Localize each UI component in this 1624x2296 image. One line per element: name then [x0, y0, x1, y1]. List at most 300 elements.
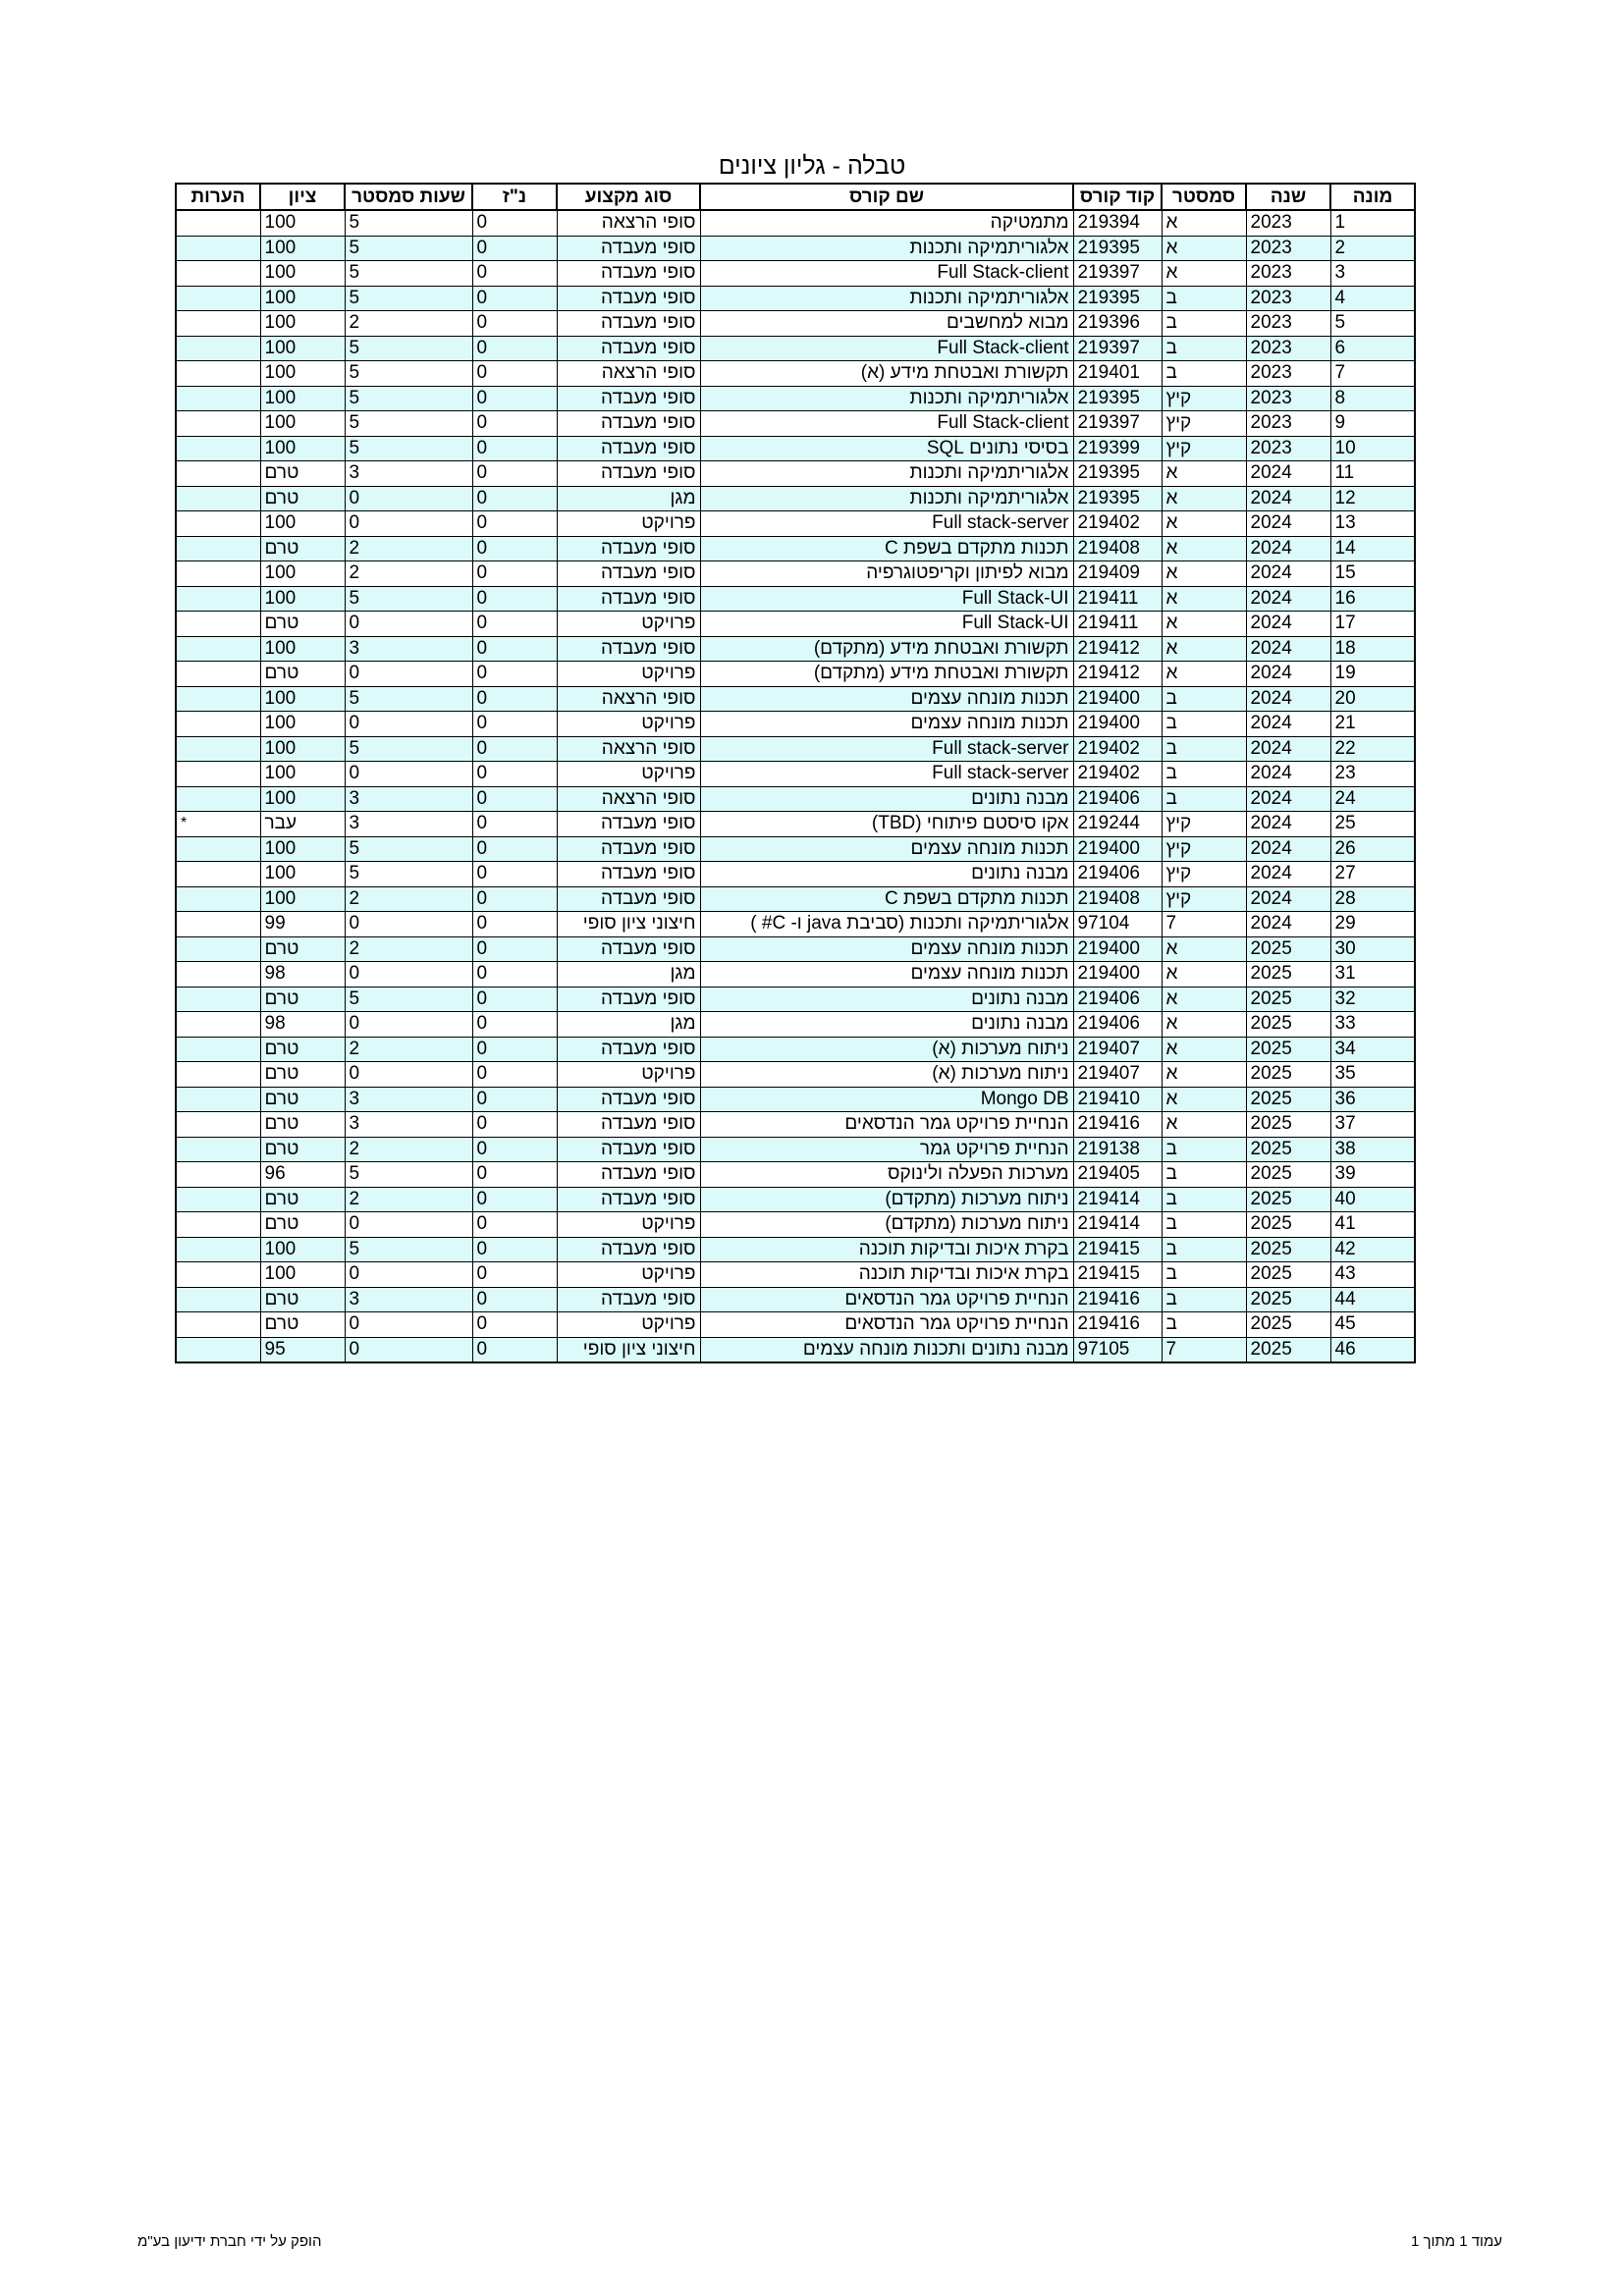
row-subject-type-cell: סופי מעבדה	[557, 586, 700, 612]
row-course-code-cell: 219411	[1073, 612, 1162, 637]
row-notes-cell	[176, 1187, 260, 1212]
row-course-code-cell: 219138	[1073, 1137, 1162, 1162]
row-year-cell: 2024	[1246, 686, 1330, 712]
row-subject-type-cell: סופי מעבדה	[557, 836, 700, 862]
table-header-row	[176, 184, 1415, 210]
row-course-code-cell: 219416	[1073, 1312, 1162, 1338]
table-row	[176, 886, 1415, 912]
row-year-cell: 2025	[1246, 987, 1330, 1012]
row-index-cell: 43	[1330, 1262, 1415, 1288]
table-row	[176, 712, 1415, 737]
row-year-cell: 2024	[1246, 662, 1330, 687]
row-grade-cell: טרם	[260, 1187, 345, 1212]
row-year-cell: 2023	[1246, 236, 1330, 261]
row-subject-type-cell: סופי מעבדה	[557, 1287, 700, 1312]
row-course-name-cell: Full stack-server	[700, 511, 1073, 537]
header-semester: סמסטר	[1162, 184, 1246, 210]
table-row	[176, 311, 1415, 337]
row-hours-cell: 5	[345, 411, 472, 437]
row-semester-cell: א	[1162, 586, 1246, 612]
row-grade-cell: 100	[260, 411, 345, 437]
row-hours-cell: 5	[345, 336, 472, 361]
row-grade-cell: 100	[260, 361, 345, 387]
row-course-code-cell: 219396	[1073, 311, 1162, 337]
row-year-cell: 2025	[1246, 1037, 1330, 1062]
row-grade-cell: טרם	[260, 486, 345, 511]
header-course-code: קוד קורס	[1073, 184, 1162, 210]
row-course-code-cell: 97104	[1073, 912, 1162, 937]
row-credits-cell: 0	[472, 286, 557, 311]
row-index-cell: 22	[1330, 736, 1415, 762]
row-semester-cell: 7	[1162, 1337, 1246, 1362]
row-course-code-cell: 219412	[1073, 636, 1162, 662]
row-grade-cell: טרם	[260, 1037, 345, 1062]
row-hours-cell: 5	[345, 386, 472, 411]
row-course-name-cell: מבנה נתונים	[700, 987, 1073, 1012]
row-credits-cell: 0	[472, 461, 557, 487]
row-semester-cell: ב	[1162, 361, 1246, 387]
row-grade-cell: 100	[260, 1262, 345, 1288]
row-notes-cell	[176, 1112, 260, 1138]
row-course-name-cell: מבוא לפיתון וקריפטוגרפיה	[700, 561, 1073, 587]
row-notes-cell	[176, 1262, 260, 1288]
row-hours-cell: 0	[345, 712, 472, 737]
row-course-code-cell: 219414	[1073, 1187, 1162, 1212]
row-index-cell: 45	[1330, 1312, 1415, 1338]
row-subject-type-cell: סופי מעבדה	[557, 1162, 700, 1188]
row-course-code-cell: 219409	[1073, 561, 1162, 587]
row-semester-cell: א	[1162, 1062, 1246, 1088]
row-notes-cell	[176, 511, 260, 537]
row-grade-cell: 100	[260, 736, 345, 762]
row-subject-type-cell: סופי מעבדה	[557, 1187, 700, 1212]
row-subject-type-cell: סופי מעבדה	[557, 1237, 700, 1262]
table-row	[176, 912, 1415, 937]
row-hours-cell: 5	[345, 836, 472, 862]
row-credits-cell: 0	[472, 361, 557, 387]
row-credits-cell: 0	[472, 912, 557, 937]
row-year-cell: 2024	[1246, 561, 1330, 587]
row-course-name-cell: מבנה נתונים	[700, 1012, 1073, 1038]
row-hours-cell: 5	[345, 862, 472, 887]
row-grade-cell: 100	[260, 386, 345, 411]
row-notes-cell	[176, 1287, 260, 1312]
row-grade-cell: 100	[260, 561, 345, 587]
row-notes-cell	[176, 612, 260, 637]
row-credits-cell: 0	[472, 386, 557, 411]
row-course-code-cell: 219415	[1073, 1262, 1162, 1288]
row-hours-cell: 2	[345, 886, 472, 912]
row-index-cell: 30	[1330, 936, 1415, 962]
row-credits-cell: 0	[472, 1287, 557, 1312]
table-row	[176, 411, 1415, 437]
row-subject-type-cell: סופי מעבדה	[557, 636, 700, 662]
row-grade-cell: 99	[260, 912, 345, 937]
row-credits-cell: 0	[472, 987, 557, 1012]
row-index-cell: 3	[1330, 261, 1415, 287]
row-notes-cell	[176, 636, 260, 662]
row-notes-cell: *	[176, 812, 260, 837]
row-index-cell: 4	[1330, 286, 1415, 311]
row-hours-cell: 5	[345, 436, 472, 461]
row-index-cell: 29	[1330, 912, 1415, 937]
row-semester-cell: א	[1162, 261, 1246, 287]
row-notes-cell	[176, 1237, 260, 1262]
row-course-code-cell: 219410	[1073, 1087, 1162, 1112]
table-row	[176, 1137, 1415, 1162]
row-hours-cell: 3	[345, 1112, 472, 1138]
row-course-name-cell: תכנות מונחה עצמים	[700, 936, 1073, 962]
row-grade-cell: טרם	[260, 936, 345, 962]
row-course-name-cell: Full Stack-UI	[700, 586, 1073, 612]
header-credits: נ"ז	[472, 184, 557, 210]
row-year-cell: 2024	[1246, 511, 1330, 537]
row-credits-cell: 0	[472, 736, 557, 762]
row-grade-cell: 96	[260, 1162, 345, 1188]
row-grade-cell: טרם	[260, 1287, 345, 1312]
row-subject-type-cell: סופי מעבדה	[557, 1112, 700, 1138]
row-grade-cell: 100	[260, 836, 345, 862]
row-credits-cell: 0	[472, 812, 557, 837]
row-index-cell: 5	[1330, 311, 1415, 337]
row-course-code-cell: 219397	[1073, 411, 1162, 437]
row-index-cell: 41	[1330, 1212, 1415, 1238]
row-hours-cell: 2	[345, 1037, 472, 1062]
row-course-name-cell: בקרת איכות ובדיקות תוכנה	[700, 1237, 1073, 1262]
row-hours-cell: 0	[345, 962, 472, 988]
row-hours-cell: 0	[345, 662, 472, 687]
row-semester-cell: קיץ	[1162, 411, 1246, 437]
row-year-cell: 2025	[1246, 1087, 1330, 1112]
row-course-name-cell: תקשורת ואבטחת מידע (א)	[700, 361, 1073, 387]
row-notes-cell	[176, 1012, 260, 1038]
footer-producer: הופק על ידי חברת ידיעון בע"מ	[137, 2233, 322, 2250]
row-grade-cell: עבר	[260, 812, 345, 837]
row-index-cell: 31	[1330, 962, 1415, 988]
row-grade-cell: טרם	[260, 1212, 345, 1238]
row-course-code-cell: 219407	[1073, 1037, 1162, 1062]
row-semester-cell: א	[1162, 461, 1246, 487]
row-index-cell: 40	[1330, 1187, 1415, 1212]
row-year-cell: 2025	[1246, 1062, 1330, 1088]
row-year-cell: 2025	[1246, 936, 1330, 962]
row-index-cell: 39	[1330, 1162, 1415, 1188]
row-grade-cell: 100	[260, 1237, 345, 1262]
row-notes-cell	[176, 862, 260, 887]
row-credits-cell: 0	[472, 712, 557, 737]
row-grade-cell: טרם	[260, 1312, 345, 1338]
row-index-cell: 46	[1330, 1337, 1415, 1362]
row-semester-cell: ב	[1162, 786, 1246, 812]
row-notes-cell	[176, 912, 260, 937]
row-semester-cell: ב	[1162, 712, 1246, 737]
header-notes: הערות	[176, 184, 260, 210]
row-semester-cell: א	[1162, 486, 1246, 511]
row-notes-cell	[176, 1137, 260, 1162]
row-grade-cell: 100	[260, 712, 345, 737]
row-grade-cell: 100	[260, 762, 345, 787]
row-grade-cell: 98	[260, 962, 345, 988]
row-semester-cell: א	[1162, 987, 1246, 1012]
row-index-cell: 38	[1330, 1137, 1415, 1162]
row-year-cell: 2023	[1246, 436, 1330, 461]
grades-table-body	[176, 210, 1415, 1362]
row-semester-cell: 7	[1162, 912, 1246, 937]
row-subject-type-cell: סופי מעבדה	[557, 336, 700, 361]
row-year-cell: 2025	[1246, 1237, 1330, 1262]
table-row	[176, 1187, 1415, 1212]
row-notes-cell	[176, 261, 260, 287]
row-hours-cell: 2	[345, 311, 472, 337]
row-year-cell: 2024	[1246, 762, 1330, 787]
row-course-name-cell: מתמטיקה	[700, 210, 1073, 236]
row-credits-cell: 0	[472, 1312, 557, 1338]
row-course-code-cell: 219406	[1073, 987, 1162, 1012]
row-credits-cell: 0	[472, 786, 557, 812]
row-notes-cell	[176, 736, 260, 762]
row-year-cell: 2025	[1246, 1287, 1330, 1312]
row-notes-cell	[176, 1037, 260, 1062]
row-semester-cell: ב	[1162, 286, 1246, 311]
row-course-name-cell: הנחיית פרויקט גמר הנדסאים	[700, 1112, 1073, 1138]
row-notes-cell	[176, 386, 260, 411]
row-semester-cell: קיץ	[1162, 386, 1246, 411]
row-course-code-cell: 219244	[1073, 812, 1162, 837]
row-semester-cell: א	[1162, 1012, 1246, 1038]
table-row	[176, 1287, 1415, 1312]
row-year-cell: 2025	[1246, 1262, 1330, 1288]
row-subject-type-cell: סופי מעבדה	[557, 411, 700, 437]
row-grade-cell: 100	[260, 636, 345, 662]
row-credits-cell: 0	[472, 762, 557, 787]
row-course-code-cell: 219415	[1073, 1237, 1162, 1262]
row-course-code-cell: 219401	[1073, 361, 1162, 387]
row-credits-cell: 0	[472, 1237, 557, 1262]
row-year-cell: 2025	[1246, 1312, 1330, 1338]
row-semester-cell: א	[1162, 962, 1246, 988]
row-credits-cell: 0	[472, 561, 557, 587]
row-index-cell: 10	[1330, 436, 1415, 461]
row-course-code-cell: 219406	[1073, 786, 1162, 812]
row-subject-type-cell: סופי הרצאה	[557, 736, 700, 762]
row-index-cell: 16	[1330, 586, 1415, 612]
row-year-cell: 2024	[1246, 712, 1330, 737]
table-row	[176, 1312, 1415, 1338]
row-hours-cell: 0	[345, 486, 472, 511]
table-row	[176, 636, 1415, 662]
row-credits-cell: 0	[472, 886, 557, 912]
row-index-cell: 28	[1330, 886, 1415, 912]
row-course-code-cell: 219395	[1073, 286, 1162, 311]
row-subject-type-cell: פרויקט	[557, 1262, 700, 1288]
table-row	[176, 762, 1415, 787]
row-course-code-cell: 219402	[1073, 511, 1162, 537]
row-credits-cell: 0	[472, 636, 557, 662]
row-course-name-cell: אקו סיסטם פיתוחי (TBD)	[700, 812, 1073, 837]
row-subject-type-cell: סופי מעבדה	[557, 311, 700, 337]
row-course-code-cell: 219406	[1073, 1012, 1162, 1038]
row-course-name-cell: תכנות מונחה עצמים	[700, 686, 1073, 712]
row-credits-cell: 0	[472, 411, 557, 437]
table-row	[176, 987, 1415, 1012]
row-credits-cell: 0	[472, 261, 557, 287]
row-credits-cell: 0	[472, 862, 557, 887]
row-hours-cell: 3	[345, 1287, 472, 1312]
row-semester-cell: קיץ	[1162, 886, 1246, 912]
row-year-cell: 2024	[1246, 486, 1330, 511]
row-credits-cell: 0	[472, 1137, 557, 1162]
row-course-code-cell: 219399	[1073, 436, 1162, 461]
row-course-code-cell: 219402	[1073, 736, 1162, 762]
row-year-cell: 2025	[1246, 1012, 1330, 1038]
row-hours-cell: 3	[345, 1087, 472, 1112]
row-subject-type-cell: סופי מעבדה	[557, 536, 700, 561]
row-course-name-cell: תכנות מתקדם בשפת C	[700, 886, 1073, 912]
row-credits-cell: 0	[472, 586, 557, 612]
row-hours-cell: 5	[345, 987, 472, 1012]
row-semester-cell: א	[1162, 1037, 1246, 1062]
row-credits-cell: 0	[472, 486, 557, 511]
row-semester-cell: ב	[1162, 1262, 1246, 1288]
row-semester-cell: ב	[1162, 311, 1246, 337]
row-semester-cell: א	[1162, 612, 1246, 637]
row-hours-cell: 5	[345, 1162, 472, 1188]
row-course-code-cell: 219400	[1073, 962, 1162, 988]
row-course-code-cell: 219400	[1073, 936, 1162, 962]
row-course-name-cell: הנחיית פרויקט גמר הנדסאים	[700, 1312, 1073, 1338]
table-row	[176, 1212, 1415, 1238]
row-notes-cell	[176, 286, 260, 311]
row-course-code-cell: 219408	[1073, 886, 1162, 912]
header-semester-hours: שעות סמסטר	[345, 184, 472, 210]
row-course-name-cell: ניתוח מערכות (מתקדם)	[700, 1212, 1073, 1238]
row-notes-cell	[176, 662, 260, 687]
row-subject-type-cell: פרויקט	[557, 511, 700, 537]
row-index-cell: 42	[1330, 1237, 1415, 1262]
row-notes-cell	[176, 436, 260, 461]
row-credits-cell: 0	[472, 511, 557, 537]
table-row	[176, 962, 1415, 988]
row-course-name-cell: ניתוח מערכות (א)	[700, 1062, 1073, 1088]
row-course-name-cell: Full Stack-UI	[700, 612, 1073, 637]
row-hours-cell: 5	[345, 261, 472, 287]
row-credits-cell: 0	[472, 236, 557, 261]
row-credits-cell: 0	[472, 436, 557, 461]
row-notes-cell	[176, 1062, 260, 1088]
row-credits-cell: 0	[472, 1062, 557, 1088]
row-index-cell: 19	[1330, 662, 1415, 687]
row-course-name-cell: Full stack-server	[700, 736, 1073, 762]
row-index-cell: 14	[1330, 536, 1415, 561]
row-grade-cell: 100	[260, 886, 345, 912]
row-year-cell: 2024	[1246, 836, 1330, 862]
table-row	[176, 736, 1415, 762]
grades-table	[175, 183, 1416, 1363]
row-notes-cell	[176, 987, 260, 1012]
row-course-code-cell: 219397	[1073, 336, 1162, 361]
row-course-name-cell: תכנות מתקדם בשפת C	[700, 536, 1073, 561]
row-course-name-cell: מבנה נתונים	[700, 862, 1073, 887]
row-index-cell: 20	[1330, 686, 1415, 712]
row-hours-cell: 0	[345, 612, 472, 637]
row-year-cell: 2023	[1246, 411, 1330, 437]
table-row	[176, 1087, 1415, 1112]
row-hours-cell: 0	[345, 511, 472, 537]
row-credits-cell: 0	[472, 210, 557, 236]
row-index-cell: 25	[1330, 812, 1415, 837]
row-hours-cell: 0	[345, 1012, 472, 1038]
row-semester-cell: ב	[1162, 1187, 1246, 1212]
table-row	[176, 386, 1415, 411]
row-index-cell: 26	[1330, 836, 1415, 862]
row-semester-cell: קיץ	[1162, 436, 1246, 461]
row-grade-cell: טרם	[260, 662, 345, 687]
row-subject-type-cell: סופי מעבדה	[557, 461, 700, 487]
row-subject-type-cell: סופי הרצאה	[557, 786, 700, 812]
row-index-cell: 34	[1330, 1037, 1415, 1062]
row-course-code-cell: 219402	[1073, 762, 1162, 787]
row-subject-type-cell: סופי מעבדה	[557, 261, 700, 287]
row-year-cell: 2024	[1246, 786, 1330, 812]
table-row	[176, 586, 1415, 612]
row-grade-cell: טרם	[260, 1112, 345, 1138]
row-notes-cell	[176, 1162, 260, 1188]
row-semester-cell: א	[1162, 936, 1246, 962]
row-credits-cell: 0	[472, 962, 557, 988]
row-hours-cell: 5	[345, 736, 472, 762]
row-course-code-cell: 219405	[1073, 1162, 1162, 1188]
row-year-cell: 2024	[1246, 586, 1330, 612]
row-subject-type-cell: פרויקט	[557, 612, 700, 637]
row-hours-cell: 0	[345, 1262, 472, 1288]
row-index-cell: 13	[1330, 511, 1415, 537]
row-year-cell: 2024	[1246, 862, 1330, 887]
row-index-cell: 44	[1330, 1287, 1415, 1312]
row-credits-cell: 0	[472, 1262, 557, 1288]
row-course-code-cell: 219395	[1073, 486, 1162, 511]
row-course-code-cell: 219394	[1073, 210, 1162, 236]
row-index-cell: 33	[1330, 1012, 1415, 1038]
row-index-cell: 37	[1330, 1112, 1415, 1138]
row-year-cell: 2023	[1246, 311, 1330, 337]
table-row	[176, 862, 1415, 887]
row-notes-cell	[176, 336, 260, 361]
row-grade-cell: 100	[260, 336, 345, 361]
row-credits-cell: 0	[472, 311, 557, 337]
row-year-cell: 2025	[1246, 1137, 1330, 1162]
header-grade: ציון	[260, 184, 345, 210]
row-semester-cell: א	[1162, 210, 1246, 236]
row-hours-cell: 2	[345, 936, 472, 962]
row-year-cell: 2024	[1246, 912, 1330, 937]
row-semester-cell: ב	[1162, 1287, 1246, 1312]
row-semester-cell: א	[1162, 636, 1246, 662]
row-index-cell: 11	[1330, 461, 1415, 487]
row-grade-cell: טרם	[260, 1087, 345, 1112]
footer-page-number: עמוד 1 מתוך 1	[1410, 2233, 1502, 2250]
page-title: טבלה - גליון ציונים	[718, 152, 906, 180]
row-subject-type-cell: פרויקט	[557, 1312, 700, 1338]
row-index-cell: 21	[1330, 712, 1415, 737]
table-row	[176, 261, 1415, 287]
row-year-cell: 2024	[1246, 736, 1330, 762]
row-hours-cell: 0	[345, 912, 472, 937]
row-semester-cell: א	[1162, 511, 1246, 537]
row-course-code-cell: 219395	[1073, 461, 1162, 487]
row-course-name-cell: תכנות מונחה עצמים	[700, 836, 1073, 862]
row-hours-cell: 2	[345, 1137, 472, 1162]
row-subject-type-cell: סופי מעבדה	[557, 1087, 700, 1112]
